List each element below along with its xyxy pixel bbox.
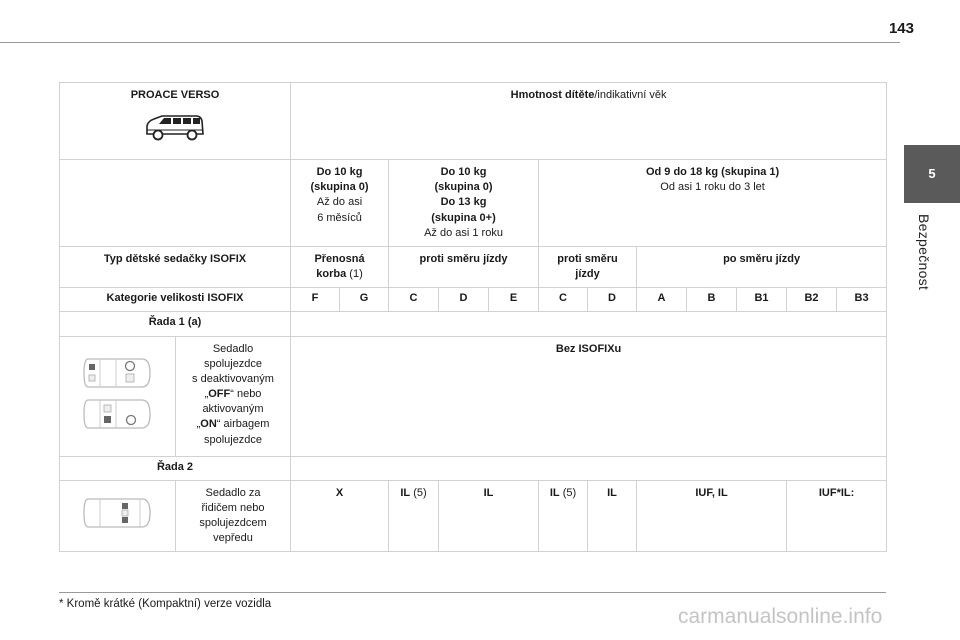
footer-rule <box>59 592 886 593</box>
weight-header <box>291 83 887 160</box>
weight-sub: /indikativní věk <box>594 89 667 101</box>
weight-label: Hmotnost dítěte <box>510 89 595 101</box>
size-class: C <box>539 288 588 312</box>
size-class: G <box>340 288 389 312</box>
chapter-tab[interactable]: 5 <box>904 145 960 203</box>
size-class: D <box>439 288 489 312</box>
size-class: A <box>637 288 687 312</box>
row1-value: Bez ISOFIXu <box>291 336 887 456</box>
rear-facing-2-label: proti směru <box>557 252 618 265</box>
row2-title-row <box>60 456 887 480</box>
size-class: E <box>489 288 539 312</box>
row2-title: Řada 2 <box>60 456 291 480</box>
page-number: 143 <box>888 20 914 37</box>
carrycot-label: Přenosná <box>314 252 365 265</box>
row2-value: IUF*IL: <box>787 480 887 552</box>
group-row <box>60 160 887 247</box>
carrycot-note: (1) <box>346 268 363 281</box>
group-1-age: Od asi 1 roku do 3 let <box>660 181 765 194</box>
quote-mark: „ <box>204 388 209 401</box>
row2-value <box>389 480 439 552</box>
row2-value-note: (5) <box>410 486 427 499</box>
row1-desc-line: spolujezdce <box>203 433 263 446</box>
row1-diagram-cell <box>60 336 176 456</box>
group-1-cell <box>539 160 887 247</box>
on-label: ON <box>200 418 217 431</box>
group-0plus-cell <box>389 160 539 247</box>
row1-desc-line: Sedadlo <box>212 342 254 355</box>
row2-desc-line: spolujezdcem <box>199 517 267 530</box>
group-0plus-age: Až do asi 1 roku <box>424 226 503 239</box>
quote-mark: „ <box>196 418 201 431</box>
forward-facing-cell: po směru jízdy <box>637 246 887 287</box>
row2-value-note: (5) <box>559 486 577 499</box>
row2-value-code: IL <box>400 486 411 499</box>
off-label: OFF <box>208 388 231 401</box>
row2-value: IL <box>439 480 539 552</box>
row1-desc-line: “ airbagem <box>216 418 270 431</box>
row2-diagram-cell <box>60 480 176 552</box>
group-0-age-2: 6 měsíců <box>317 211 362 224</box>
row2-desc-line: řidičem nebo <box>201 501 265 514</box>
row2-value: IL <box>588 480 637 552</box>
seat-type-label: Typ dětské sedačky ISOFIX <box>60 246 291 287</box>
size-class-label: Kategorie velikosti ISOFIX <box>60 288 291 312</box>
row1-title-row <box>60 312 887 336</box>
rear-facing-cell: proti směru jízdy <box>389 246 539 287</box>
size-class: F <box>291 288 340 312</box>
isofix-table <box>59 82 887 552</box>
carrycot-label-2: korba <box>316 268 347 281</box>
header-row <box>60 83 887 160</box>
size-class: D <box>588 288 637 312</box>
row2-value: IUF, IL <box>637 480 787 552</box>
row2-seat-desc <box>176 480 291 552</box>
group-0-cell <box>291 160 389 247</box>
row1-desc-line: spolujezdce <box>203 357 263 370</box>
front-seat-top-view-icon <box>82 397 154 431</box>
group-0-weight: Do 10 kg <box>316 166 363 178</box>
rear-facing-2-label-2: jízdy <box>575 268 600 281</box>
empty-cell <box>291 312 887 336</box>
group-0-name: (skupina 0) <box>310 181 369 194</box>
row2-row <box>60 480 887 552</box>
rear-facing-2-cell <box>539 246 637 287</box>
top-rule <box>0 42 900 43</box>
second-row-top-view-icon <box>82 496 154 530</box>
row1-row <box>60 336 887 456</box>
row1-title: Řada 1 (a) <box>60 312 291 336</box>
size-class: C <box>389 288 439 312</box>
group-0plus-weight-2: Do 13 kg <box>440 196 487 209</box>
watermark: carmanualsonline.info <box>678 605 883 628</box>
row1-desc-line: s deaktivovaným <box>192 372 274 385</box>
group-0plus-name: (skupina 0) <box>434 181 493 194</box>
group-0plus-name-2: (skupina 0+) <box>431 211 496 224</box>
size-class: B1 <box>737 288 787 312</box>
group-0plus-weight: Do 10 kg <box>440 166 487 178</box>
row1-desc-line: aktivovaným <box>202 403 264 416</box>
size-class: B3 <box>837 288 887 312</box>
van-icon <box>144 113 206 143</box>
footnote: * Kromě krátké (Kompaktní) verze vozidla <box>59 598 272 610</box>
carrycot-cell <box>291 246 389 287</box>
size-class-row <box>60 288 887 312</box>
row1-desc-line: “ nebo <box>230 388 262 401</box>
size-class: B <box>687 288 737 312</box>
empty-cell <box>60 160 291 247</box>
group-1-weight: Od 9 do 18 kg (skupina 1) <box>645 166 780 178</box>
model-name: PROACE VERSO <box>130 89 220 101</box>
row2-desc-line: vepředu <box>213 532 253 545</box>
chapter-label: Bezpečnost <box>916 214 932 291</box>
row2-desc-line: Sedadlo za <box>205 486 261 499</box>
row2-value-code: IL <box>549 486 560 499</box>
row2-value <box>539 480 588 552</box>
front-seat-top-view-icon <box>82 356 154 390</box>
row1-seat-desc <box>176 336 291 456</box>
size-class: B2 <box>787 288 837 312</box>
seat-type-row <box>60 246 887 287</box>
model-cell <box>60 83 291 160</box>
group-0-age: Až do asi <box>316 196 363 209</box>
row2-value: X <box>291 480 389 552</box>
empty-cell <box>291 456 887 480</box>
